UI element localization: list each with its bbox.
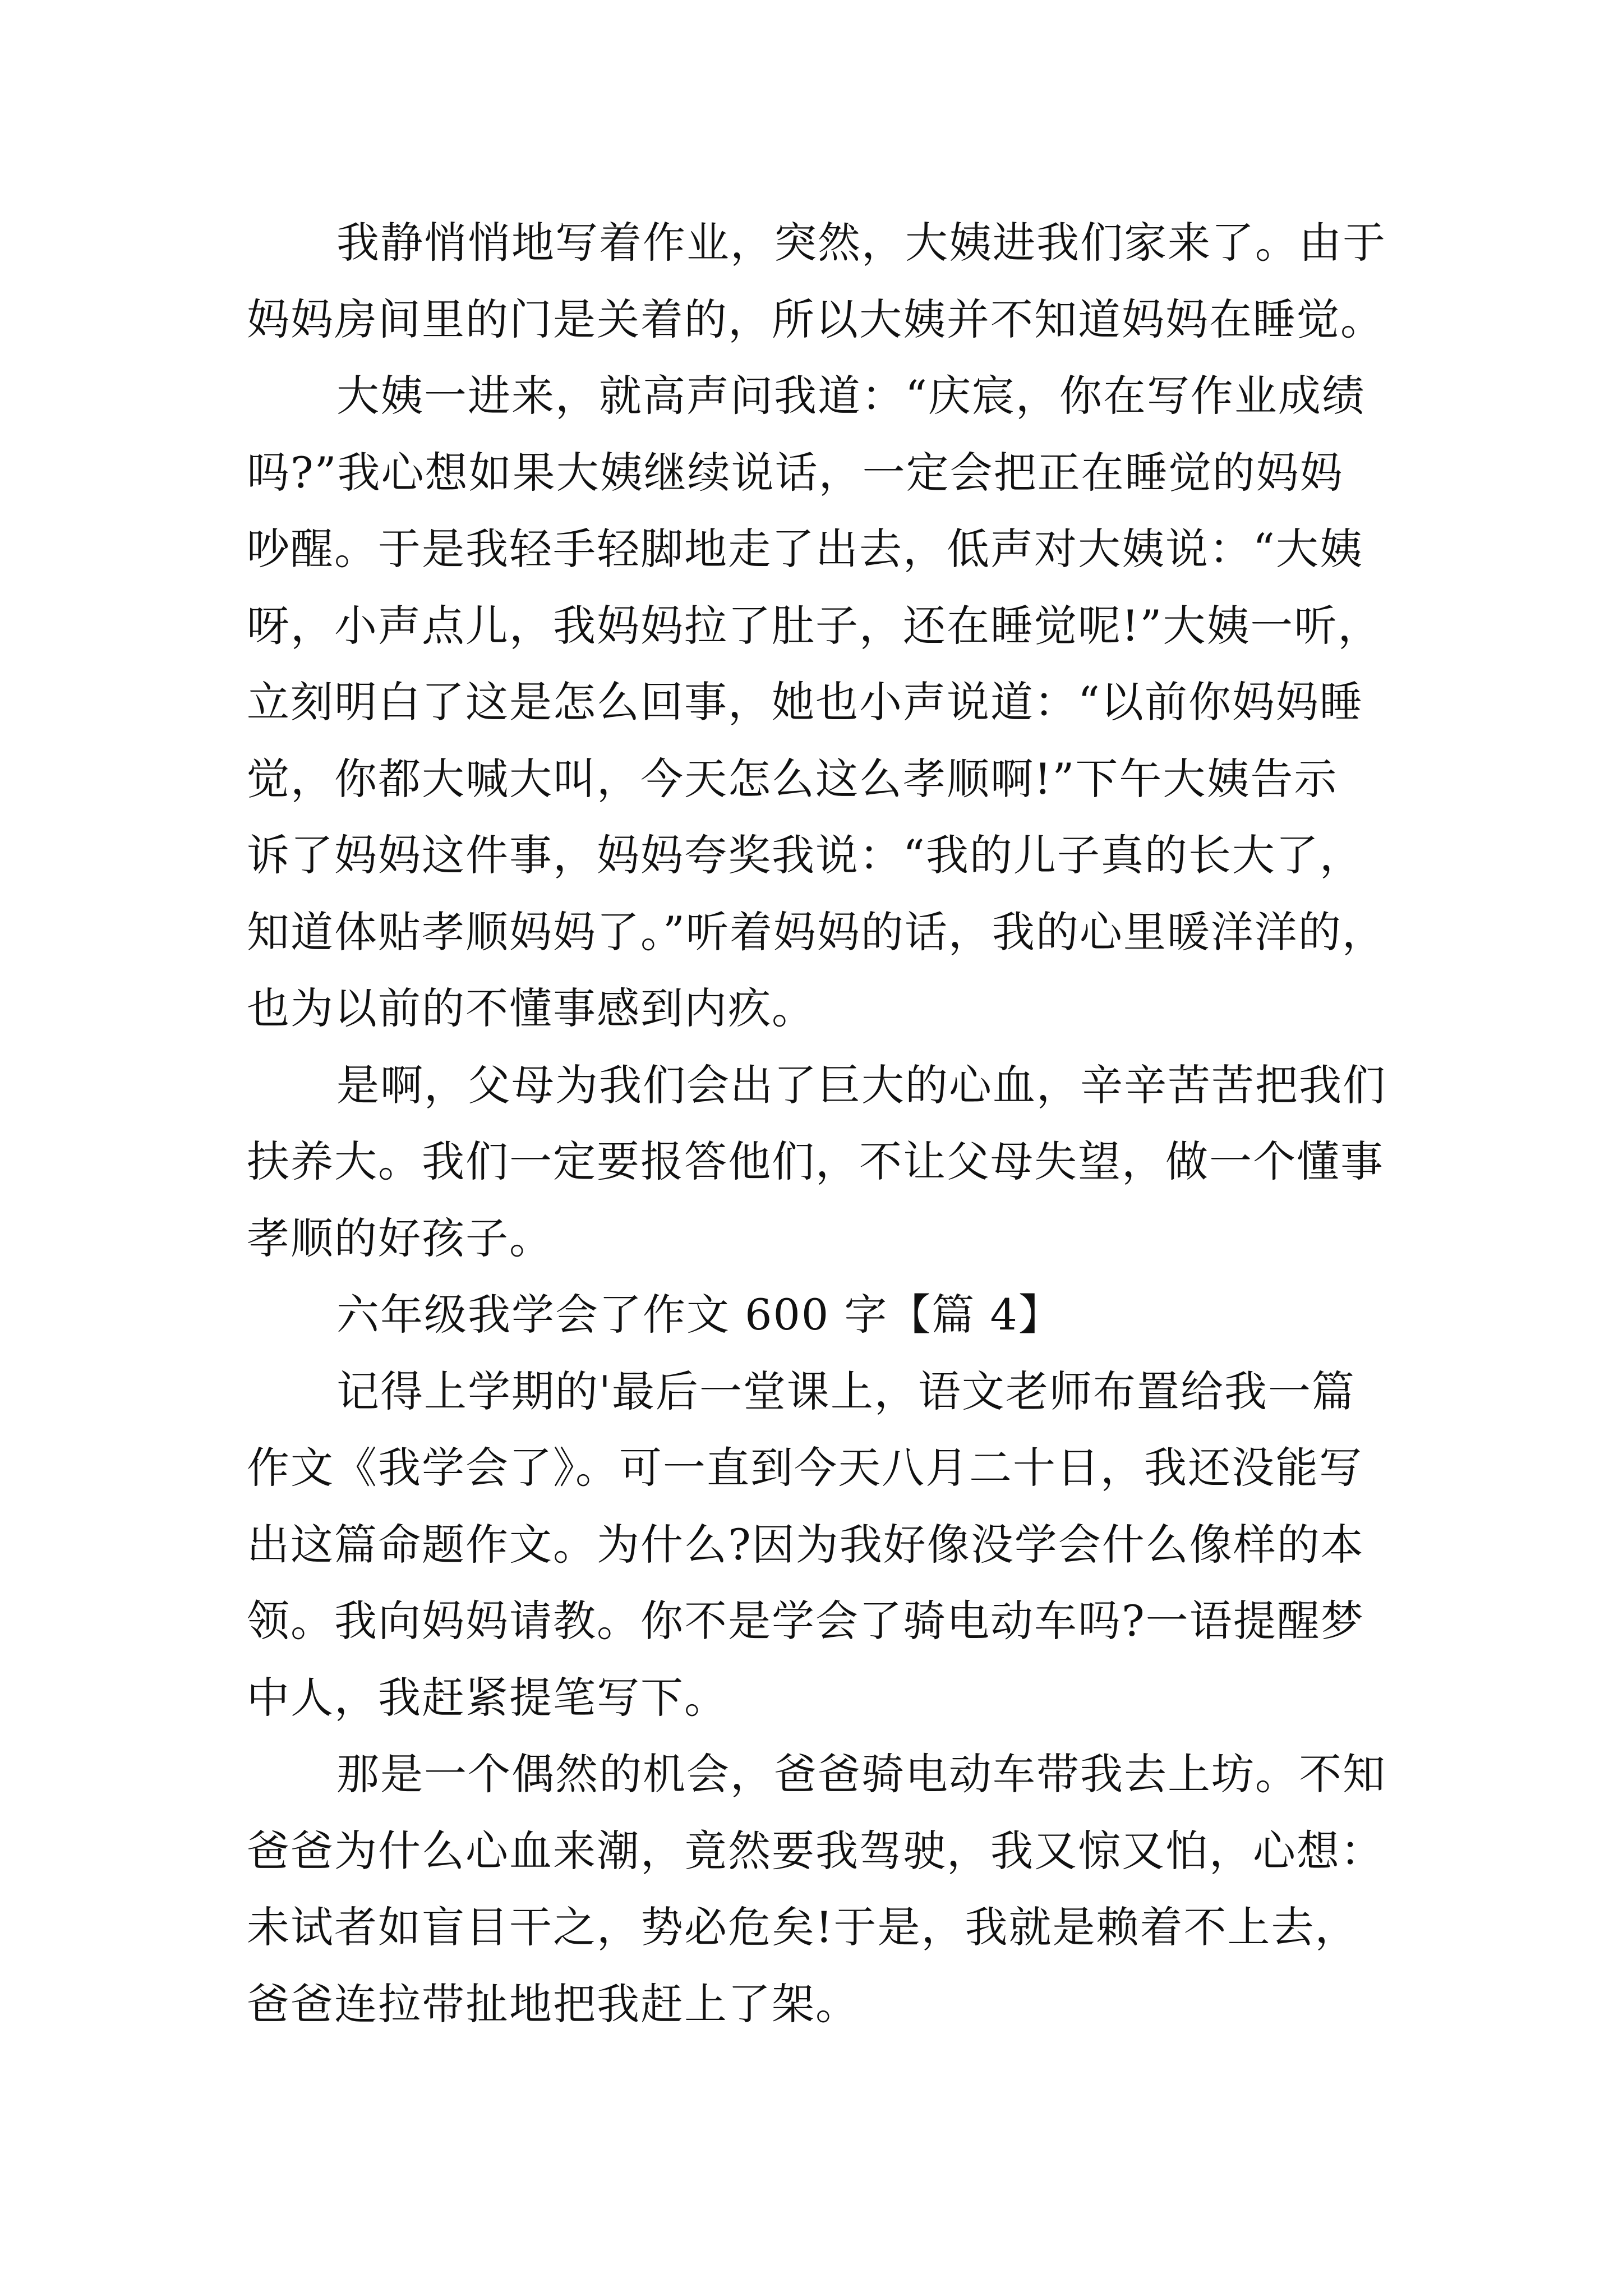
text-line: 领。我向妈妈请教。你不是学会了骑电动车吗?一语提醒梦 <box>247 1596 1364 1646</box>
text-line: 妈妈房间里的门是关着的，所以大姨并不知道妈妈在睡觉。 <box>247 294 1384 344</box>
text-line: 也为以前的不懂事感到内疚。 <box>247 983 815 1033</box>
document-body <box>247 205 1391 2042</box>
text-line: 中人，我赶紧提笔写下。 <box>247 1672 728 1723</box>
text-line: 大姨一进来，就高声问我道：“庆宸，你在写作业成绩 <box>336 371 1366 421</box>
text-line: 诉了妈妈这件事，妈妈夸奖我说：“我的儿子真的长大了， <box>247 830 1363 880</box>
text-line: 呀，小声点儿，我妈妈拉了肚子，还在睡觉呢!”大姨一听， <box>247 600 1382 651</box>
text-line: 是啊，父母为我们会出了巨大的心血，辛辛苦苦把我们 <box>336 1060 1386 1110</box>
text-line: 孝顺的好孩子。 <box>247 1213 553 1263</box>
text-line: 立刻明白了这是怎么回事，她也小声说道：“以前你妈妈睡 <box>247 677 1363 727</box>
text-line: 出这篇命题作文。为什么?因为我好像没学会什么像样的本 <box>247 1519 1364 1570</box>
text-line: 未试者如盲目干之，势必危矣!于是，我就是赖着不上去， <box>247 1902 1359 1952</box>
text-line: 吗?”我心想如果大姨继续说话，一定会把正在睡觉的妈妈 <box>247 447 1344 498</box>
text-line: 爸爸为什么心血来潮，竟然要我驾驶，我又惊又怕，心想： <box>247 1825 1384 1876</box>
text-line: 那是一个偶然的机会，爸爸骑电动车带我去上坊。不知 <box>336 1749 1386 1799</box>
text-line: 扶养大。我们一定要报答他们，不让父母失望，做一个懂事 <box>247 1137 1384 1186</box>
text-line: 作文《我学会了》。可一直到今天八月二十日，我还没能写 <box>247 1443 1363 1493</box>
section-heading: 六年级我学会了作文 600 字【篇 4】 <box>336 1290 1062 1340</box>
text-line: 我静悄悄地写着作业，突然，大姨进我们家来了。由于 <box>336 218 1386 268</box>
text-line: 爸爸连拉带扯地把我赶上了架。 <box>247 1978 859 2029</box>
text-line: 觉，你都大喊大叫，今天怎么这么孝顺啊!”下午大姨告示 <box>247 753 1338 804</box>
text-line: 吵醒。于是我轻手轻脚地走了出去，低声对大姨说：“大姨 <box>247 524 1363 574</box>
text-line: 知道体贴孝顺妈妈了。”听着妈妈的话，我的心里暖洋洋的， <box>247 907 1386 957</box>
text-line: 记得上学期的'最后一堂课上，语文老师布置给我一篇 <box>336 1366 1355 1416</box>
